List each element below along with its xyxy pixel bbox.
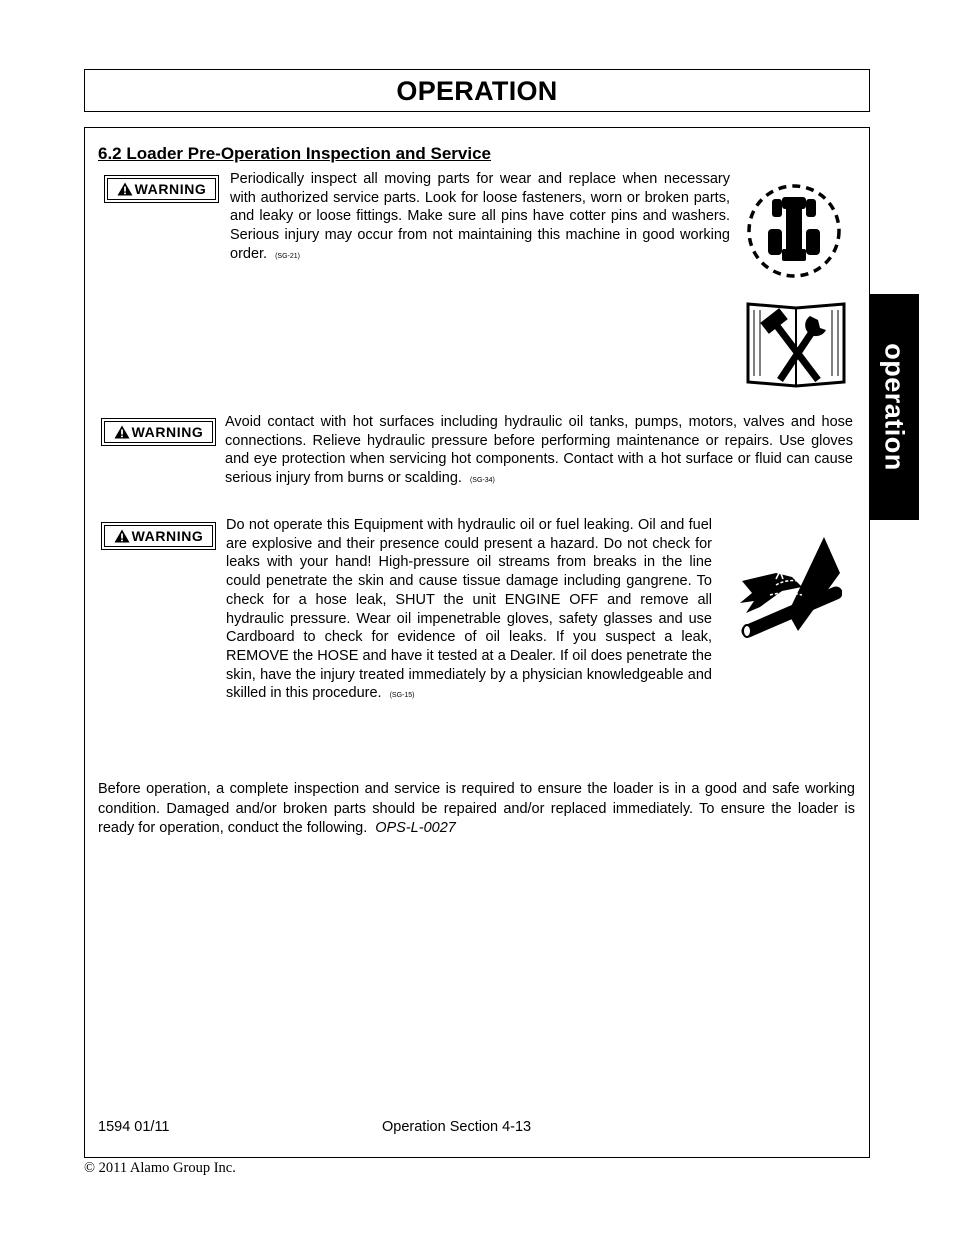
side-tab-label: operation	[879, 343, 910, 471]
warning-label: WARNING	[131, 424, 204, 440]
warning-label: WARNING	[134, 181, 207, 197]
doc-number: 1594 01/11	[98, 1119, 170, 1135]
warning-text-2: Avoid contact with hot surfaces including hydraulic oil tanks, pumps, motors, valves and hose connections. Relieve hydraulic pressure before performing maintenance or repairs. Use gloves and eye protection when servicing hot components. Contact with a hot surface or fluid can cause serious injury from burns or scalding. (SG-34)	[225, 414, 853, 487]
manual-tools-icon	[744, 296, 848, 388]
warning-text-3: Do not operate this Equipment with hydraulic oil or fuel leaking. Oil and fuel are explosive and their presence could present a hazard. Do not check for leaks with your hand! High-pressure oil streams from breaks in the line could penetrate the skin and cause tissue damage including gangrene. To check for a hose leak, SHUT the unit ENGINE OFF and remove all hydraulic pressure. Wear oil impenetrable gloves, safety glasses and use Cardboard to check for evidence of oil leaks. If you suspect a leak, REMOVE the HOSE and have it tested at a Dealer. If oil does penetrate the skin, have the injury treated immediately by a physician knowledgeable and skilled in this procedure. (SG-15)	[226, 517, 712, 702]
page-header	[84, 69, 870, 112]
side-tab	[869, 294, 919, 520]
warning-badge-3	[101, 522, 216, 550]
warning-triangle-icon	[114, 529, 130, 543]
tractor-inspection-icon	[744, 181, 844, 281]
section-title: 6.2 Loader Pre-Operation Inspection and Service	[98, 144, 492, 163]
warning-badge-2	[101, 418, 216, 446]
warning-text-1: Periodically inspect all moving parts for wear and replace when necessary with authorized service parts. Look for loose fasteners, worn or broken parts, and leaky or loose fittings. Make sure all pins have cotter pins and washers. Serious injury may occur from not maintaining this machine in good working order. (SG-21)	[230, 171, 730, 262]
warning-code-2: (SG-34)	[469, 477, 495, 485]
copyright: © 2011 Alamo Group Inc.	[84, 1160, 236, 1176]
warning-badge-1	[104, 175, 219, 203]
warning-code-1: (SG-21)	[275, 252, 300, 260]
warning-triangle-icon	[114, 425, 130, 439]
body-paragraph: Before operation, a complete inspection and service is required to ensure the loader is in a good and safe working condition. Damaged and/or broken parts should be repaired and/or replaced immediately. To ensure the loader is ready for operation, conduct the following. OPS-L-0027	[98, 781, 855, 836]
page-title: OPERATION	[396, 76, 558, 106]
high-pressure-fluid-hand-icon	[736, 533, 842, 641]
body-code: OPS-L-0027	[375, 820, 456, 836]
warning-code-3: (SG-15)	[389, 692, 415, 700]
warning-label: WARNING	[131, 528, 204, 544]
warning-triangle-icon	[117, 182, 133, 196]
section-page: Operation Section 4-13	[382, 1119, 532, 1135]
